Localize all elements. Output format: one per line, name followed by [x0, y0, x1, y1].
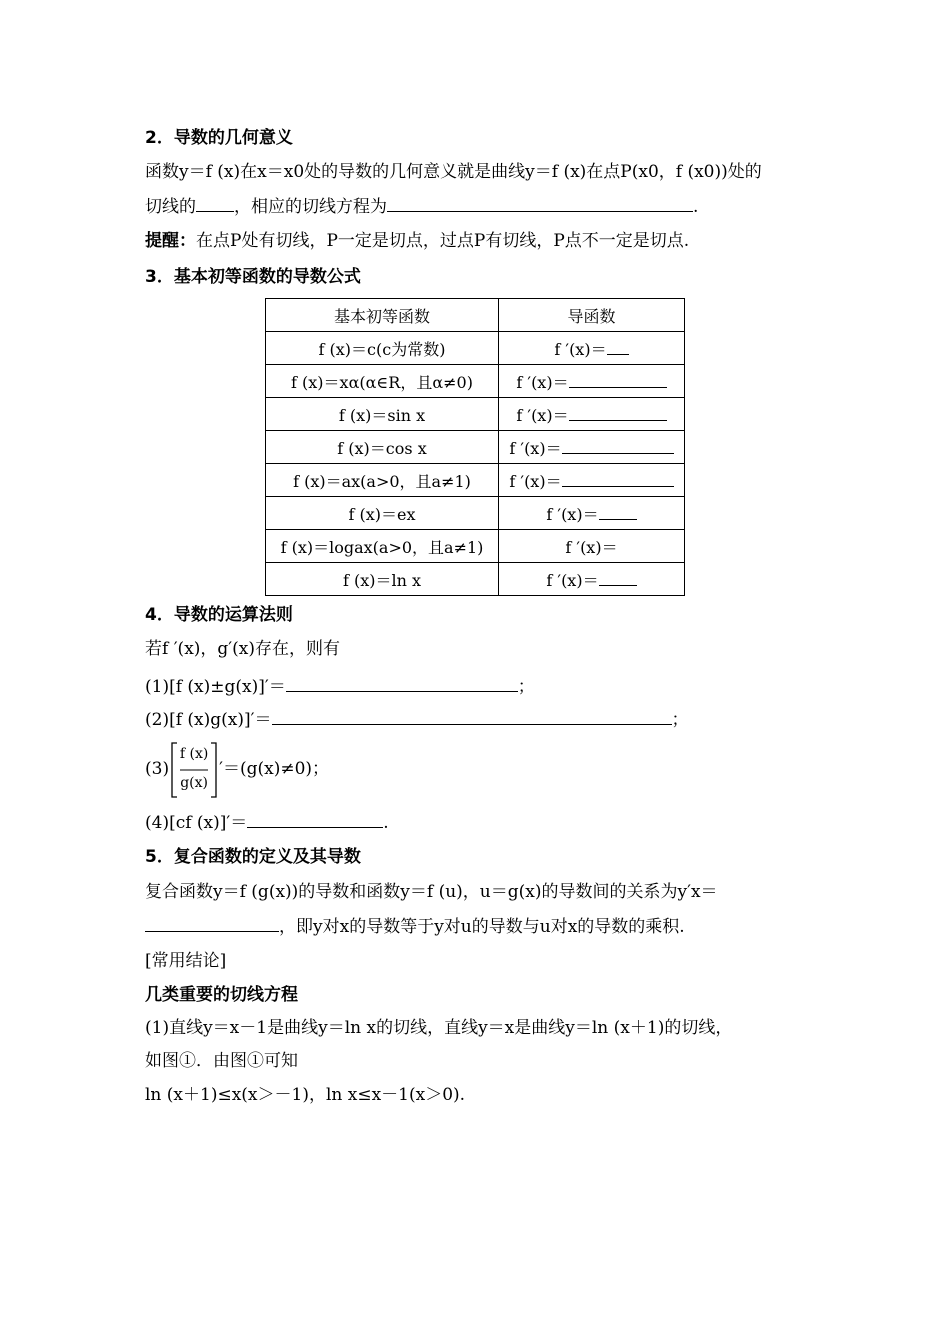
rule-3-label: (3)	[145, 759, 170, 779]
table-cell-function: f (x)＝ax(a>0，且a≠1)	[266, 464, 499, 497]
blank-answer	[562, 469, 674, 487]
rule-2	[145, 707, 689, 732]
table-row	[266, 497, 685, 530]
table-row	[266, 563, 685, 596]
derivative-formula-table	[265, 298, 685, 596]
blank-tangent-slope	[196, 194, 234, 212]
conclusions-line3: ln (x＋1)≤x(x＞－1)，ln x≤x－1(x＞0).	[145, 1085, 466, 1105]
table-row	[266, 530, 685, 563]
table-header-function: 基本初等函数	[266, 299, 499, 332]
rule-4	[145, 810, 389, 835]
table-row	[266, 431, 685, 464]
table-cell-derivative: f ′(x)＝	[499, 464, 685, 497]
section-2-line2	[145, 194, 698, 219]
section-2-heading: 2．导数的几何意义	[145, 128, 293, 148]
rule-2-text: (2)[f (x)g(x)]′＝	[145, 710, 272, 730]
rule-4-end: .	[383, 813, 389, 833]
table-cell-function: f (x)＝c(c为常数)	[266, 332, 499, 365]
rule-1-end: ；	[517, 677, 535, 697]
rule-1-text: (1)[f (x)±g(x)]′＝	[145, 677, 286, 697]
blank-rule-4	[247, 810, 383, 828]
rule-1	[145, 674, 535, 699]
blank-answer	[562, 436, 674, 454]
table-header-row	[266, 299, 685, 332]
section-5-line2	[145, 914, 685, 939]
table-cell-function: f (x)＝ln x	[266, 563, 499, 596]
reminder	[145, 229, 689, 253]
table-row	[266, 398, 685, 431]
blank-answer	[607, 337, 629, 355]
table-cell-function: f (x)＝logax(a>0，且a≠1)	[266, 530, 499, 563]
blank-chain-rule	[145, 914, 279, 932]
fraction-numerator: f (x)	[179, 745, 209, 762]
table-cell-derivative: f ′(x)＝	[499, 431, 685, 464]
rule-3	[145, 738, 329, 800]
section-2-line2-pre: 切线的	[145, 197, 196, 217]
section-5-line1: 复合函数y＝f (g(x))的导数和函数y＝f (u)，u＝g(x)的导数间的关系为y′x＝	[145, 882, 718, 902]
rule-4-text: (4)[cf (x)]′＝	[145, 813, 248, 833]
table-cell-function: f (x)＝cos x	[266, 431, 499, 464]
table-row	[266, 464, 685, 497]
section-2-line2-mid: ，相应的切线方程为	[234, 197, 387, 217]
rule-3-fraction	[169, 739, 219, 801]
table-cell-derivative: f ′(x)＝	[499, 497, 685, 530]
table-cell-derivative: f ′(x)＝	[499, 530, 685, 563]
table-cell-derivative: f ′(x)＝	[499, 365, 685, 398]
conclusions-line1: (1)直线y＝x－1是曲线y＝ln x的切线，直线y＝x是曲线y＝ln (x＋1)的切线，	[145, 1018, 733, 1038]
blank-rule-1	[286, 674, 518, 692]
table-cell-derivative: f ′(x)＝	[499, 563, 685, 596]
reminder-label: 提醒：	[145, 231, 196, 251]
conclusions-line2: 如图①．由图①可知	[145, 1051, 298, 1071]
blank-answer	[599, 502, 637, 520]
conclusions-heading: 几类重要的切线方程	[145, 985, 298, 1005]
blank-tangent-equation	[387, 194, 693, 212]
table-header-derivative: 导函数	[499, 299, 685, 332]
section-4-intro: 若f ′(x)，g′(x)存在，则有	[145, 639, 341, 659]
rule-2-end: ；	[671, 710, 689, 730]
section-2-line1: 函数y＝f (x)在x＝x0处的导数的几何意义就是曲线y＝f (x)在点P(x0，f (x0))处的	[145, 162, 762, 182]
table-cell-function: f (x)＝ex	[266, 497, 499, 530]
reminder-text: 在点P处有切线，P一定是切点，过点P有切线，P点不一定是切点.	[196, 231, 690, 251]
section-5-heading: 5．复合函数的定义及其导数	[145, 847, 361, 867]
table-row	[266, 332, 685, 365]
section-2-line2-end: .	[693, 197, 699, 217]
table-cell-derivative: f ′(x)＝	[499, 332, 685, 365]
conclusions-bracket-label: [常用结论]	[145, 951, 227, 971]
section-3-heading: 3．基本初等函数的导数公式	[145, 267, 361, 287]
table-cell-derivative: f ′(x)＝	[499, 398, 685, 431]
table-cell-function: f (x)＝xα(α∈R，且α≠0)	[266, 365, 499, 398]
section-4-heading: 4．导数的运算法则	[145, 605, 293, 625]
table-row	[266, 365, 685, 398]
blank-answer	[599, 568, 637, 586]
blank-rule-2	[272, 707, 672, 725]
rule-3-tail: ′＝(g(x)≠0)；	[219, 759, 330, 779]
blank-answer	[569, 370, 667, 388]
table-cell-function: f (x)＝sin x	[266, 398, 499, 431]
blank-answer	[569, 403, 667, 421]
section-5-line2-text: ，即y对x的导数等于y对u的导数与u对x的导数的乘积.	[279, 917, 685, 937]
fraction-denominator: g(x)	[180, 774, 208, 791]
